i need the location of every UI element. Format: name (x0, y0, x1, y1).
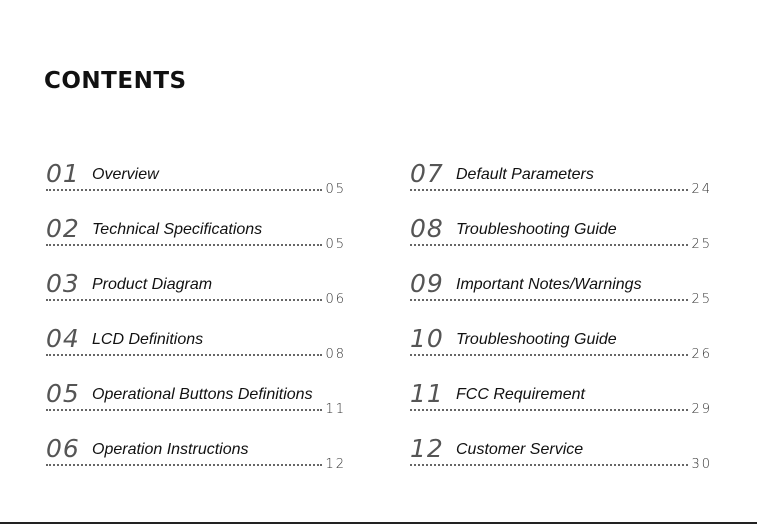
toc-entry-title: Customer Service (456, 441, 584, 458)
toc-entry-number: 03 (46, 269, 80, 298)
page-title: CONTENTS (44, 68, 187, 94)
dotted-leader (410, 351, 688, 356)
toc-entry-page: 25 (691, 292, 712, 307)
toc-entry-title: Overview (92, 166, 159, 183)
dotted-leader (410, 461, 688, 466)
toc-entry-title: Operation Instructions (92, 441, 249, 458)
toc-entry-page: 26 (691, 347, 712, 362)
toc-entry-number: 01 (46, 159, 80, 188)
toc-entry-title: Operational Buttons Definitions (92, 386, 313, 403)
dotted-leader (46, 351, 322, 356)
dotted-leader (46, 186, 322, 191)
toc-entry-page: 30 (691, 457, 712, 472)
toc-entry-title: Technical Specifications (92, 221, 263, 238)
toc-entry[interactable] (410, 213, 712, 268)
toc-entry-number: 06 (46, 434, 80, 463)
dotted-leader (46, 241, 322, 246)
toc-entry-page: 11 (325, 402, 346, 417)
toc-entry[interactable] (410, 323, 712, 378)
toc-entry-number: 09 (410, 269, 444, 298)
toc-entry-title: LCD Definitions (92, 331, 204, 348)
toc-entry-page: 06 (325, 292, 346, 307)
toc-entry-page: 12 (325, 457, 346, 472)
toc-right-column (410, 158, 712, 488)
toc-entry[interactable] (46, 433, 346, 488)
toc-entry-page: 24 (691, 182, 712, 197)
toc-entry-page: 05 (325, 182, 346, 197)
toc-left-column (46, 158, 346, 488)
toc-entry-page: 05 (325, 237, 346, 252)
toc-entry[interactable] (410, 378, 712, 433)
toc-entry-number: 11 (410, 379, 444, 408)
dotted-leader (46, 406, 322, 411)
dotted-leader (410, 406, 688, 411)
toc-entry-title: Product Diagram (92, 276, 213, 293)
dotted-leader (410, 186, 688, 191)
toc-entry[interactable] (410, 268, 712, 323)
toc-entry-number: 07 (410, 159, 444, 188)
toc-entry-number: 02 (46, 214, 80, 243)
toc-entry-title: Default Parameters (456, 166, 594, 183)
toc-entry-page: 08 (325, 347, 346, 362)
toc-entry-number: 04 (46, 324, 80, 353)
toc-entry[interactable] (46, 268, 346, 323)
toc-entry-number: 05 (46, 379, 80, 408)
toc-entry-page: 25 (691, 237, 712, 252)
toc-entry-number: 10 (410, 324, 444, 353)
toc-entry-number: 08 (410, 214, 444, 243)
dotted-leader (46, 461, 322, 466)
toc-entry-title: Troubleshooting Guide (456, 221, 617, 238)
toc-entry-title: Important Notes/Warnings (456, 276, 642, 293)
toc-entry-title: Troubleshooting Guide (456, 331, 617, 348)
toc-entry-number: 12 (410, 434, 444, 463)
dotted-leader (46, 296, 322, 301)
toc-entry[interactable] (410, 158, 712, 213)
toc-entry-page: 29 (691, 402, 712, 417)
toc-entry[interactable] (46, 213, 346, 268)
dotted-leader (410, 296, 688, 301)
toc-entry[interactable] (46, 158, 346, 213)
dotted-leader (410, 241, 688, 246)
toc-entry[interactable] (46, 323, 346, 378)
toc-entry[interactable] (410, 433, 712, 488)
toc-entry[interactable] (46, 378, 346, 433)
toc-entry-title: FCC Requirement (456, 386, 585, 403)
